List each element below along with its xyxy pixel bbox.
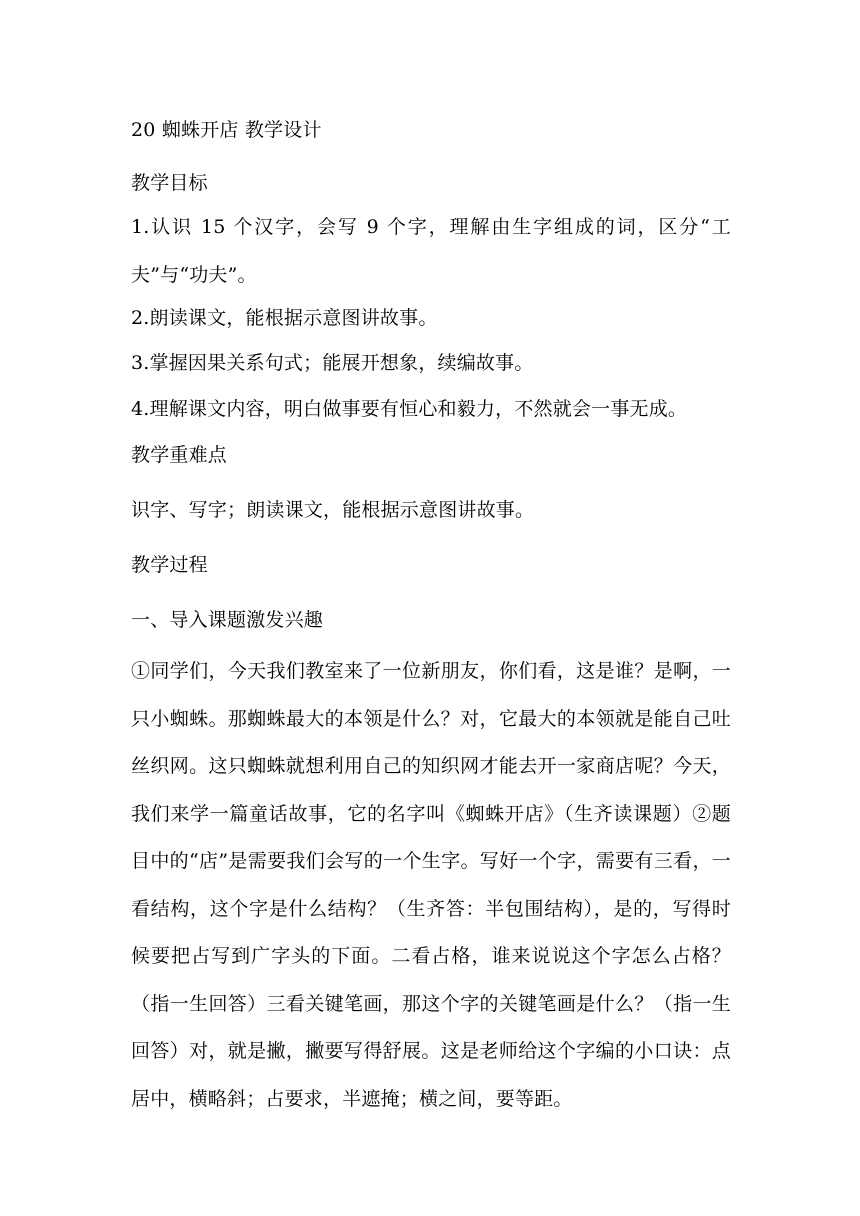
key-points: 识字、写字；朗读课文，能根据示意图讲故事。	[131, 499, 535, 521]
section-1-heading: 一、导入课题激发兴趣	[131, 609, 324, 631]
objective-4: 4.理解课文内容，明白做事要有恒心和毅力，不然就会一事无成。	[131, 398, 688, 420]
section-1-body: ①同学们，今天我们教室来了一位新朋友，你们看，这是谁？是啊，一只小蜘蛛。那蜘蛛最大的本领是什么？对，它最大的本领就是能自己吐丝织网。这只蜘蛛就想利用自己的知织网才能去开一家商店呢？今天，我们来学一篇童话故事，它的名字叫《蜘蛛开店》（生齐读课题）②题目中的“店”是需要我们会写的一个生字。写好一个字，需要有三看，一看结构，这个字是什么结构？（生齐答：半包围结构），是的，写得时候要把占写到广字头的下面。二看占格，谁来说说这个字怎么占格？（指一生回答）三看关键笔画，那这个字的关键笔画是什么？（指一生回答）对，就是撇，撇要写得舒展。这是老师给这个字编的小口诀：点居中，横略斜；占要求，半遮掩；横之间，要等距。	[131, 660, 731, 1110]
objective-2: 2.朗读课文，能根据示意图讲故事。	[131, 307, 438, 329]
process-heading: 教学过程	[131, 554, 208, 576]
document-title: 20 蜘蛛开店 教学设计	[131, 119, 322, 141]
key-points-heading: 教学重难点	[131, 444, 228, 466]
objectives-heading: 教学目标	[131, 172, 208, 194]
objective-3: 3.掌握因果关系句式；能展开想象，续编故事。	[131, 352, 534, 374]
objective-1: 1.认识 15 个汉字，会写 9 个字，理解由生字组成的词，区分“工夫”与“功夫”。	[131, 216, 731, 286]
